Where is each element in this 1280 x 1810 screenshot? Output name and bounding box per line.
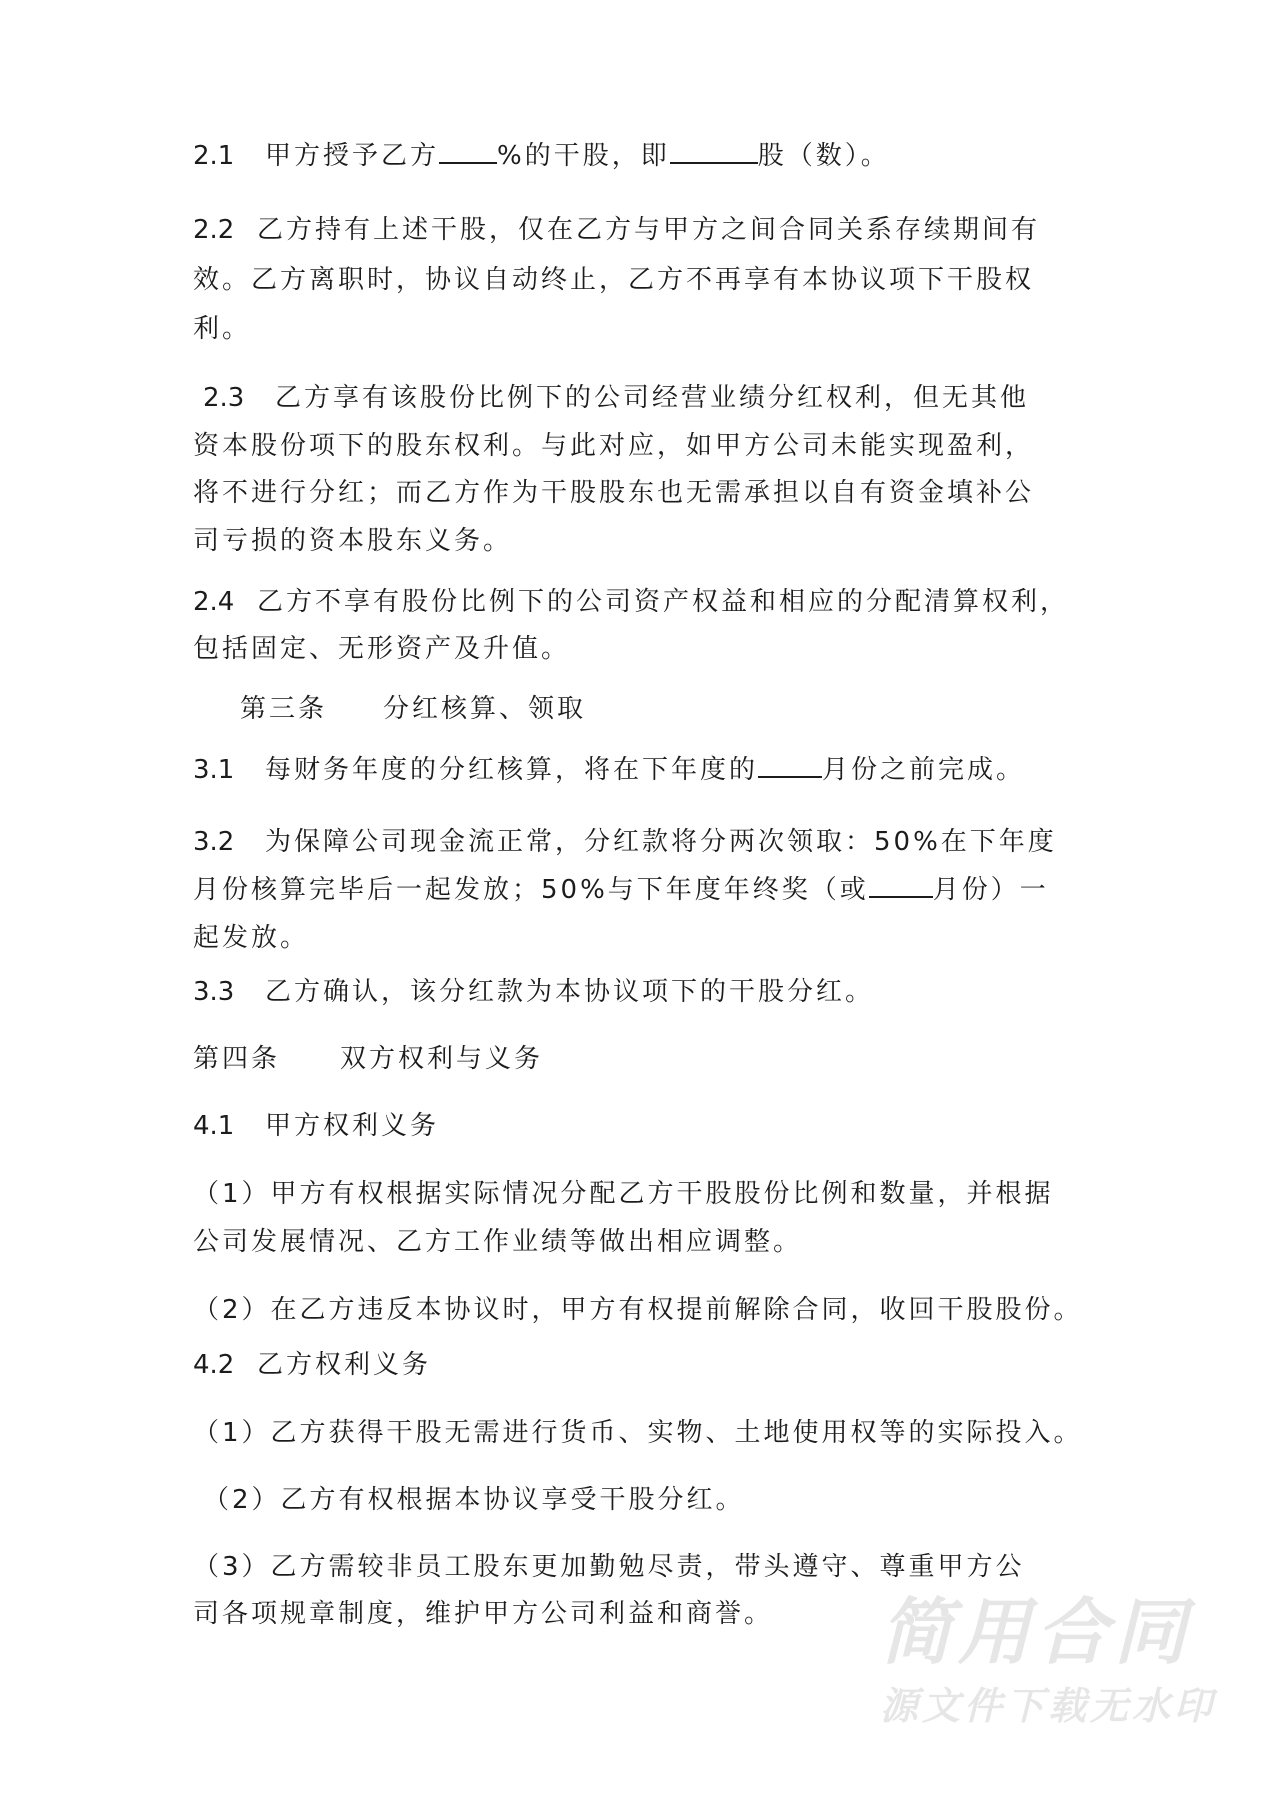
clause-2-1: 2.1 甲方授予乙方 %的干股，即 股（数）。 xyxy=(193,141,890,171)
clause-3-2-cont: 月份核算完毕后一起发放；50%与下年度年终奖（或 月份）一 xyxy=(193,875,1049,905)
blank-month[interactable] xyxy=(758,754,822,778)
clause-2-3-cont: 将不进行分红；而乙方作为干股股东也无需承担以自有资金填补公 xyxy=(193,478,1035,508)
clause-4-2-item-3-cont: 司各项规章制度，维护甲方公司利益和商誉。 xyxy=(193,1599,774,1629)
clause-3-1: 3.1 每财务年度的分红核算，将在下年度的 月份之前完成。 xyxy=(193,755,1026,785)
watermark xyxy=(880,1590,1220,1732)
clause-2-3-cont: 资本股份项下的股东权利。与此对应，如甲方公司未能实现盈利， xyxy=(193,431,1035,461)
article-3-heading: 第三条 分红核算、领取 xyxy=(240,694,587,724)
clause-4-1-item-1-cont: 公司发展情况、乙方工作业绩等做出相应调整。 xyxy=(193,1227,803,1257)
clause-4-2: 4.2 乙方权利义务 xyxy=(193,1350,432,1380)
clause-2-4-cont: 包括固定、无形资产及升值。 xyxy=(193,634,571,664)
clause-2-2: 2.2 乙方持有上述干股，仅在乙方与甲方之间合同关系存续期间有 xyxy=(193,215,1041,245)
blank-month-2[interactable] xyxy=(869,874,933,898)
clause-4-1-item-1: （1）甲方有权根据实际情况分配乙方干股股份比例和数量，并根据 xyxy=(193,1179,1054,1209)
clause-4-1-item-2: （2）在乙方违反本协议时，甲方有权提前解除合同，收回干股股份。 xyxy=(193,1295,1083,1325)
clause-3-2: 3.2 为保障公司现金流正常，分红款将分两次领取：50%在下年度 xyxy=(193,827,1057,857)
clause-2-4: 2.4 乙方不享有股份比例下的公司资产权益和相应的分配清算权利， xyxy=(193,587,1070,617)
clause-2-3: 2.3 乙方享有该股份比例下的公司经营业绩分红权利，但无其他 xyxy=(203,383,1030,413)
blank-shares[interactable] xyxy=(670,140,758,164)
clause-4-1: 4.1 甲方权利义务 xyxy=(193,1111,440,1141)
clause-4-2-item-2: （2）乙方有权根据本协议享受干股分红。 xyxy=(203,1485,745,1515)
clause-number: 2.1 xyxy=(193,141,235,171)
watermark-title: 简用合同 xyxy=(880,1590,1193,1674)
blank-percent[interactable] xyxy=(439,140,497,164)
clause-4-2-item-1: （1）乙方获得干股无需进行货币、实物、土地使用权等的实际投入。 xyxy=(193,1418,1083,1448)
clause-4-2-item-3: （3）乙方需较非员工股东更加勤勉尽责，带头遵守、尊重甲方公 xyxy=(193,1552,1025,1582)
clause-2-2-cont: 效。乙方离职时，协议自动终止，乙方不再享有本协议项下干股权 xyxy=(193,265,1035,295)
watermark-subtitle: 源文件下载无水印 xyxy=(880,1684,1217,1728)
article-4-heading: 第四条 双方权利与义务 xyxy=(193,1044,544,1074)
clause-3-3: 3.3 乙方确认，该分红款为本协议项下的干股分红。 xyxy=(193,977,875,1007)
clause-2-3-cont: 司亏损的资本股东义务。 xyxy=(193,526,513,556)
clause-3-2-cont: 起发放。 xyxy=(193,923,310,953)
clause-2-2-cont: 利。 xyxy=(193,314,252,344)
